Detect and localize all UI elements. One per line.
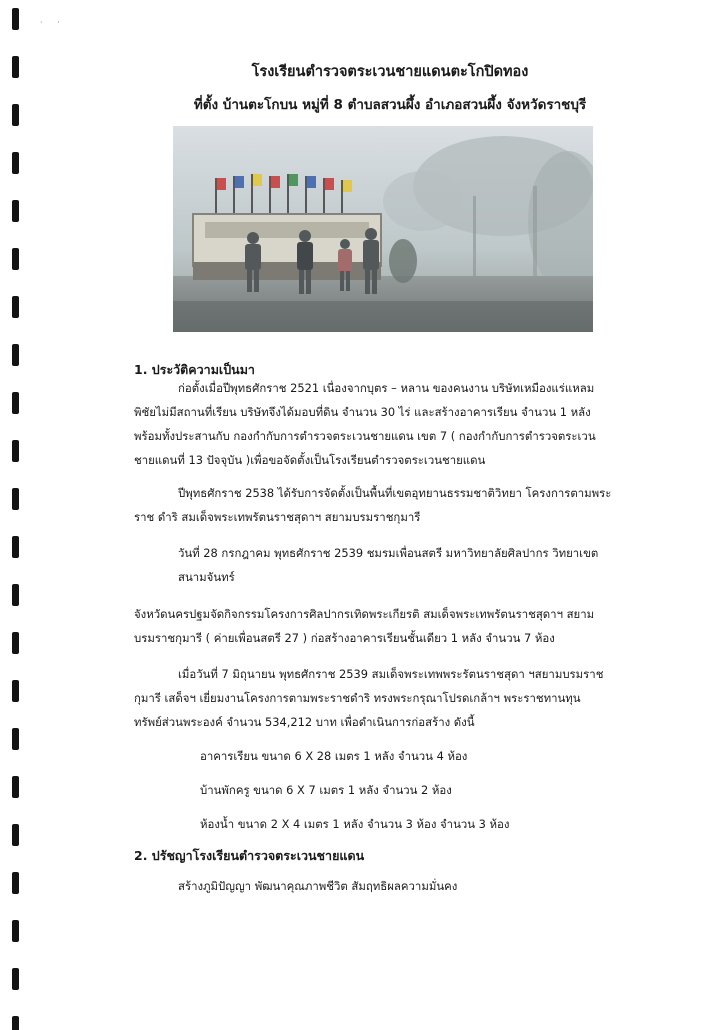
construction-item: ห้องน้ำ ขนาด 2 X 4 เมตร 1 หลัง จำนวน 3 ห้อง จำนวน 3 ห้อง — [200, 817, 510, 831]
school-location: ที่ตั้ง บ้านตะโกบน หมู่ที่ 8 ตำบลสวนผึ้ง อำเภอสวนผึ้ง จังหวัดราชบุรี — [193, 97, 587, 113]
binding-ring — [12, 8, 19, 30]
section-history-heading: 1. ประวัติความเป็นมา — [134, 362, 255, 377]
school-photo-illustration — [173, 126, 593, 332]
binding-ring — [12, 584, 19, 606]
history-line: ปีพุทธศักราช 2538 ได้รับการจัดตั้งเป็นพื้นที่เขตอุทยานธรรมชาติวิทยา โครงการตามพระ — [178, 486, 612, 500]
binding-ring — [12, 296, 19, 318]
history-line: พร้อมทั้งประสานกับ กองกำกับการตำรวจตระเวนชายแดน เขต 7 ( กองกำกับการตำรวจตระเวน — [134, 429, 596, 443]
binding-ring — [12, 344, 19, 366]
section-philosophy-heading: 2. ปรัชญาโรงเรียนตำรวจตระเวนชายแดน — [134, 848, 365, 863]
spiral-binding — [10, 0, 24, 1030]
binding-ring — [12, 968, 19, 990]
philosophy-line: สร้างภูมิปัญญา พัฒนาคุณภาพชีวิต สัมฤทธิผลความมั่นคง — [178, 879, 458, 893]
binding-ring — [12, 920, 19, 942]
history-line: ก่อตั้งเมื่อปีพุทธศักราช 2521 เนื่องจากบุตร – หลาน ของคนงาน บริษัทเหมืองแร่แหลม — [178, 381, 595, 395]
construction-item: อาคารเรียน ขนาด 6 X 28 เมตร 1 หลัง จำนวน 4 ห้อง — [200, 749, 468, 763]
history-line: ทรัพย์ส่วนพระองค์ จำนวน 534,212 บาท เพื่อดำเนินการก่อสร้าง ดังนี้ — [134, 715, 475, 729]
scan-specks: · · — [40, 18, 66, 27]
binding-ring — [12, 1016, 19, 1030]
history-line: ชายแดนที่ 13 ปัจจุบัน )เพื่อขอจัดตั้งเป็นโรงเรียนตำรวจตระเวนชายแดน — [134, 453, 486, 467]
history-line: เมื่อวันที่ 7 มิถุนายน พุทธศักราช 2539 สมเด็จพระเทพพระรัตนราชสุดา ฯสยามบรมราช — [178, 667, 604, 681]
document-title: โรงเรียนตำรวจตระเวนชายแดนตะโกปิดทอง — [251, 64, 529, 80]
history-line: วันที่ 28 กรกฎาคม พุทธศักราช 2539 ชมรมเพื่อนสตรี มหาวิทยาลัยศิลปากร วิทยาเขต — [178, 546, 599, 560]
history-line: สนามจันทร์ — [178, 570, 235, 584]
binding-ring — [12, 776, 19, 798]
binding-ring — [12, 872, 19, 894]
binding-ring — [12, 728, 19, 750]
binding-ring — [12, 56, 19, 78]
binding-ring — [12, 152, 19, 174]
history-line: บรมราชกุมารี ( ค่ายเพื่อนสตรี 27 ) ก่อสร้างอาคารเรียนชั้นเดียว 1 หลัง จำนวน 7 ห้อง — [134, 631, 555, 645]
history-line: พิชัยไม่มีสถานที่เรียน บริษัทจึงได้มอบที่ดิน จำนวน 30 ไร่ และสร้างอาคารเรียน จำนวน 1 หลัง — [134, 405, 591, 419]
school-photo — [173, 126, 593, 332]
binding-ring — [12, 632, 19, 654]
binding-ring — [12, 488, 19, 510]
binding-ring — [12, 680, 19, 702]
binding-ring — [12, 248, 19, 270]
binding-ring — [12, 536, 19, 558]
binding-ring — [12, 392, 19, 414]
binding-ring — [12, 440, 19, 462]
history-line: กุมารี เสด็จฯ เยี่ยมงานโครงการตามพระราชดำริ ทรงพระกรุณาโปรดเกล้าฯ พระราชทานทุน — [134, 691, 581, 705]
history-line: จังหวัดนครปฐมจัดกิจกรรมโครงการศิลปากรเทิดพระเกียรติ สมเด็จพระเทพรัตนราชสุดาฯ สยาม — [134, 607, 595, 621]
binding-ring — [12, 104, 19, 126]
binding-ring — [12, 200, 19, 222]
binding-ring — [12, 824, 19, 846]
construction-item: บ้านพักครู ขนาด 6 X 7 เมตร 1 หลัง จำนวน 2 ห้อง — [200, 783, 452, 797]
history-line: ราช ดำริ สมเด็จพระเทพรัตนราชสุดาฯ สยามบรมราชกุมารี — [134, 510, 421, 524]
